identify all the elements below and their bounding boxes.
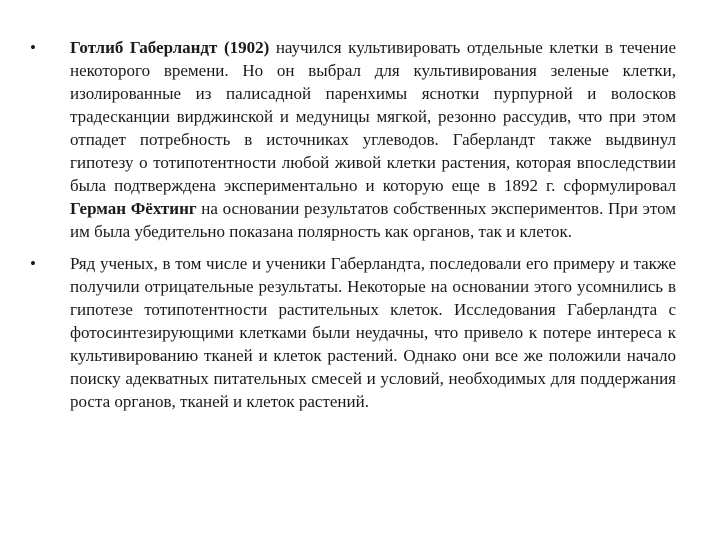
author-name-haberlandt: Готлиб Габерландт (1902) [70, 38, 270, 57]
list-item [30, 252, 676, 413]
paragraph-haberlandt [70, 36, 676, 243]
bullet-marker: • [30, 38, 36, 57]
bullet-list [30, 36, 676, 422]
paragraph-text: научился культивировать отдельные клетки в течение некоторого времени. Но он выбрал для культивирования зеленые клетки, изолированные из палисадной паренхимы яснотки пурпурной и волосков традесканции вирджинской и медуницы мягкой, резонно рассудив, что при этом отпадет потребность в источниках углеводов. Габерландт также выдвинул гипотезу о тотипотентности любой живой клетки растения, которая впоследствии была подтверждена экспериментально и которую еще в 1892 г. сформулировал [70, 38, 676, 195]
bullet-marker: • [30, 254, 36, 273]
author-name-vochting: Герман Фёхтинг [70, 199, 197, 218]
paragraph-text: на основании результатов собственных экспериментов. При этом им была убедительно показана полярность как органов, так и клеток. [70, 199, 676, 241]
list-item [30, 36, 676, 243]
paragraph-followers: Ряд ученых, в том числе и ученики Габерландта, последовали его примеру и также получили отрицательные результаты. Некоторые на основании этого усомнились в гипотезе тотипотентности растительных клеток. Исследования Габерландта с фотосинтезирующими клетками были неудачны, что привело к потере интереса к культивированию тканей и клеток растений. Однако они все же положили начало поиску адекватных питательных смесей и условий, необходимых для поддержания роста органов, тканей и клеток растений. [70, 254, 676, 411]
